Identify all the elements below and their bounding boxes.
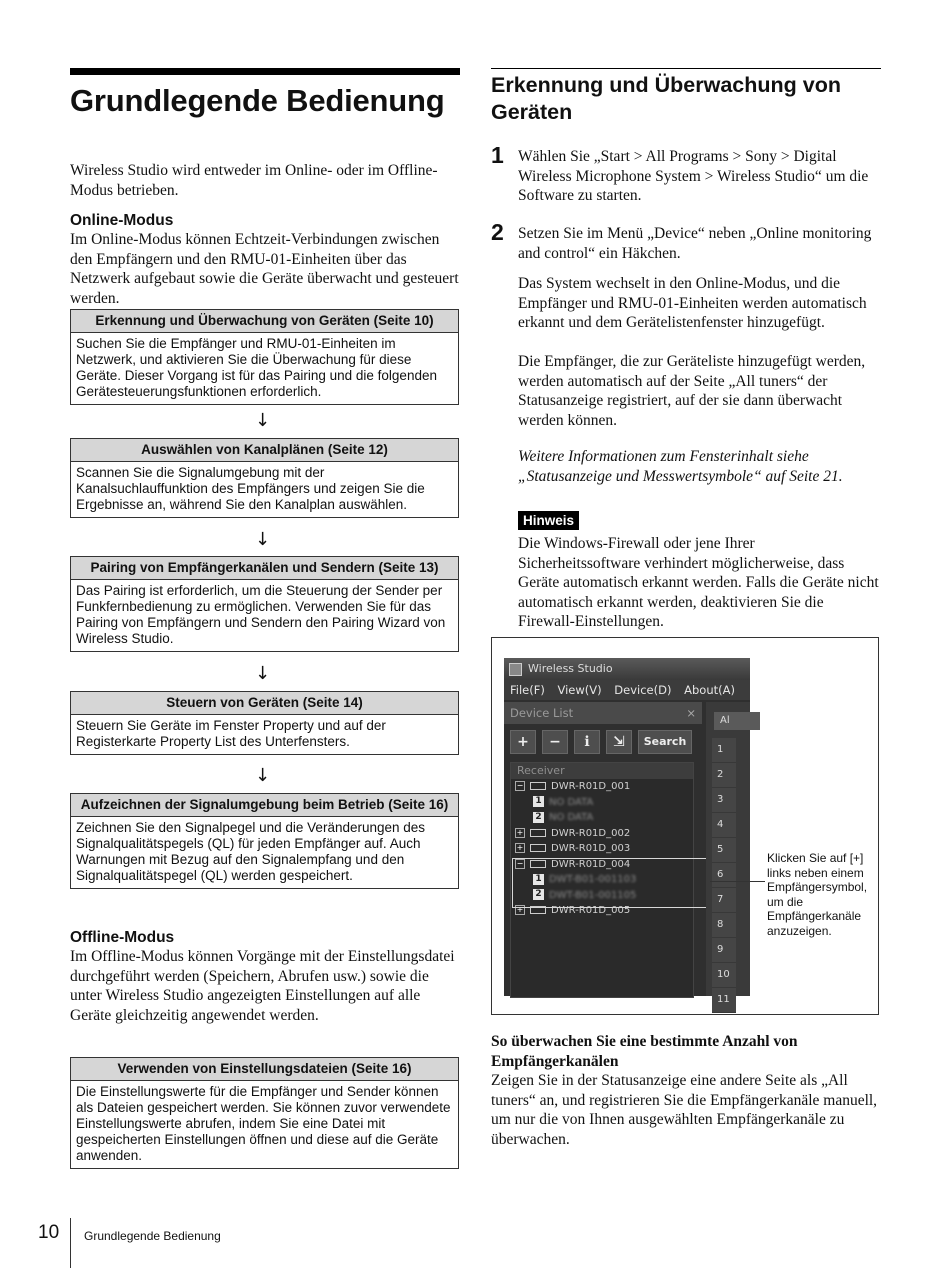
info-icon[interactable]: ℹ bbox=[574, 730, 600, 754]
flow-box-title: Pairing von Empfängerkanälen und Sendern (Seite 13) bbox=[71, 557, 458, 580]
receiver-icon bbox=[530, 782, 546, 790]
collapse-icon[interactable]: − bbox=[516, 781, 524, 790]
node-label: NO DATA bbox=[549, 812, 594, 823]
node-label: DWR-R01D_003 bbox=[551, 843, 631, 854]
flow-box-title: Aufzeichnen der Signalumgebung beim Betrieb (Seite 16) bbox=[71, 794, 458, 817]
step-1 bbox=[491, 142, 881, 212]
menu-about[interactable]: About(A) bbox=[684, 683, 735, 697]
flow-box-title: Steuern von Geräten (Seite 14) bbox=[71, 692, 458, 715]
device-list-title: Device List bbox=[510, 706, 574, 720]
node-label: NO DATA bbox=[549, 796, 594, 808]
row-number: 9 bbox=[712, 938, 736, 963]
offline-section bbox=[70, 929, 460, 1025]
row-number: 5 bbox=[712, 838, 736, 863]
device-toolbar bbox=[510, 730, 692, 756]
title-rule bbox=[70, 68, 460, 75]
node-label: DWR-R01D_002 bbox=[551, 827, 631, 839]
right-column bbox=[491, 68, 881, 126]
flow-box-1 bbox=[70, 309, 459, 405]
flow-box-2 bbox=[70, 438, 459, 518]
sub-heading: So überwachen Sie eine bestimmte Anzahl von Empfängerkanälen bbox=[491, 1033, 798, 1070]
row-number: 8 bbox=[712, 913, 736, 938]
receiver-icon bbox=[530, 829, 546, 837]
channel-number-icon: 1 bbox=[533, 874, 544, 885]
callout-line bbox=[710, 881, 765, 882]
menu-view[interactable]: View(V) bbox=[557, 683, 602, 697]
select-icon[interactable]: ⇲ bbox=[606, 730, 632, 754]
remove-icon[interactable]: − bbox=[542, 730, 568, 754]
channel-node[interactable] bbox=[511, 810, 693, 826]
heading-rule bbox=[491, 68, 881, 69]
online-heading: Online-Modus bbox=[70, 212, 174, 229]
node-label: DWT-B01-001105 bbox=[549, 889, 637, 901]
footer-divider bbox=[70, 1218, 71, 1268]
flow-box-text: Suchen Sie die Empfänger und RMU-01-Einheiten im Netzwerk, und aktivieren Sie die Überwachung für diese Geräte. Dieser Vorgang ist für das Pairing und die folgenden Gerätesteuerungsfunktionen erforderlich. bbox=[76, 336, 437, 399]
screenshot-figure bbox=[491, 637, 879, 1015]
window-title: Wireless Studio bbox=[528, 662, 613, 675]
window-titlebar bbox=[504, 658, 750, 680]
settings-box-text: Die Einstellungswerte für die Empfänger und Sender können als Dateien gespeichert werden. Sie können zuvor verwendete Einstellungswerte abrufen, indem Sie eine Datei mit gespeicherten Einstellungen öffnen und diese auf die Geräte anwenden. bbox=[76, 1084, 451, 1163]
receiver-icon bbox=[530, 844, 546, 852]
offline-heading: Offline-Modus bbox=[70, 929, 175, 946]
close-icon[interactable]: × bbox=[686, 706, 696, 720]
step-text: Wählen Sie „Start > All Programs > Sony > Digital Wireless Microphone System > Wireless Studio“ um die Software zu starten. bbox=[518, 148, 869, 204]
add-icon[interactable]: + bbox=[510, 730, 536, 754]
node-label: DWR-R01D_001 bbox=[551, 781, 631, 792]
row-number: 11 bbox=[712, 988, 736, 1013]
channel-number-icon: 2 bbox=[533, 889, 544, 900]
node-label: DWR-R01D_004 bbox=[551, 858, 631, 870]
row-number: 2 bbox=[712, 763, 736, 788]
step-text: Setzen Sie im Menü „Device“ neben „Online monitoring and control“ ein Häkchen. bbox=[518, 225, 872, 262]
flow-arrow: ↓ bbox=[255, 663, 271, 684]
row-numbers bbox=[712, 738, 736, 1013]
flow-box-text: Zeichnen Sie den Signalpegel und die Veränderungen des Signalqualitätspegels (QL) für jeden Empfänger auf. Auch Warnungen mit Bezug auf den Signalempfang und den Signalqualitätspegel (QL) werden gespeichert. bbox=[76, 820, 426, 883]
collapse-icon[interactable]: − bbox=[516, 858, 524, 868]
node-label: DWT-B01-001103 bbox=[549, 874, 637, 885]
more-info: Weitere Informationen zum Fensterinhalt siehe „Statusanzeige und Messwertsymbole“ auf Seite 21. bbox=[518, 448, 843, 485]
highlight-frame bbox=[512, 858, 708, 908]
receiver-node[interactable] bbox=[511, 779, 693, 795]
receiver-tree-header: Receiver bbox=[511, 763, 693, 779]
footer-section: Grundlegende Bedienung bbox=[84, 1229, 221, 1243]
flow-box-text: Scannen Sie die Signalumgebung mit der Kanalsuchlauffunktion des Empfängers und zeigen Sie die Ergebnisse an, während Sie den Kanalplan auswählen. bbox=[76, 465, 425, 512]
search-button[interactable]: Search bbox=[638, 730, 692, 754]
flow-box-3 bbox=[70, 556, 459, 652]
channel-node[interactable] bbox=[511, 795, 693, 811]
row-number: 1 bbox=[712, 738, 736, 763]
flow-box-4 bbox=[70, 691, 459, 755]
settings-box bbox=[70, 1057, 459, 1169]
note-label: Hinweis bbox=[518, 511, 579, 530]
row-number: 4 bbox=[712, 813, 736, 838]
receiver-node[interactable] bbox=[511, 841, 693, 857]
menu-bar bbox=[504, 680, 750, 700]
row-number: 7 bbox=[712, 888, 736, 913]
step-number: 2 bbox=[491, 219, 504, 245]
app-window bbox=[504, 658, 750, 1005]
row-number: 6 bbox=[712, 863, 736, 888]
channel-number-icon: 2 bbox=[533, 812, 544, 823]
flow-arrow: ↓ bbox=[255, 410, 271, 431]
settings-box-title: Verwenden von Einstellungsdateien (Seite 16) bbox=[71, 1058, 458, 1081]
sub-section bbox=[491, 1032, 881, 1149]
flow-box-text: Steuern Sie Geräte im Fenster Property und auf der Registerkarte Property List des Unterfensters. bbox=[76, 718, 386, 749]
flow-box-text: Das Pairing ist erforderlich, um die Steuerung der Sender per Funkfernbedienung zu ermöglichen. Verwenden Sie für das Pairing von Empfängern und Sendern den Pairing Wizard von Wireless Studio. bbox=[76, 583, 446, 646]
flow-arrow: ↓ bbox=[255, 529, 271, 550]
offline-text: Im Offline-Modus können Vorgänge mit der Einstellungsdatei durchgeführt werden (Speichern, Abrufen usw.) sowie die unter Wireless Studio angezeigten Einstellungen auf alle Geräte gleichzeitig angewendet werden. bbox=[70, 948, 455, 1024]
menu-file[interactable]: File(F) bbox=[510, 683, 545, 697]
row-number: 10 bbox=[712, 963, 736, 988]
page-number: 10 bbox=[38, 1222, 60, 1243]
step-result: Das System wechselt in den Online-Modus, und die Empfänger und RMU-01-Einheiten werden automatisch erkannt und dem Gerätelistenfenster hinzugefügt. bbox=[518, 275, 867, 331]
flow-box-title: Auswählen von Kanalplänen (Seite 12) bbox=[71, 439, 458, 462]
menu-device[interactable]: Device(D) bbox=[614, 683, 672, 697]
node-label: DWR-R01D_005 bbox=[551, 905, 631, 916]
flow-box-title: Erkennung und Überwachung von Geräten (Seite 10) bbox=[71, 310, 458, 333]
row-number: 3 bbox=[712, 788, 736, 813]
device-list-header bbox=[504, 702, 702, 724]
note bbox=[518, 511, 880, 632]
page-title: Grundlegende Bedienung bbox=[70, 83, 445, 118]
receiver-node[interactable] bbox=[511, 826, 693, 842]
expand-icon[interactable]: + bbox=[516, 827, 524, 837]
callout-text: Klicken Sie auf [+] links neben einem Empfängersymbol, um die Empfängerkanäle anzuzeigen. bbox=[767, 851, 868, 938]
status-panel bbox=[706, 702, 750, 1005]
flow-arrow: ↓ bbox=[255, 765, 271, 786]
sub-text: Zeigen Sie in der Statusanzeige eine andere Seite als „All tuners“ an, und registrieren Sie die Empfängerkanäle manuell, um nur die von Ihnen ausgewählten Empfängerkanäle zu überwachen. bbox=[491, 1072, 878, 1148]
note-text: Die Windows-Firewall oder jene Ihrer Sicherheitssoftware verhindert möglicherweise, dass Geräte automatisch erkannt werden. Falls die Geräte nicht automatisch erkannt werden, deaktivieren Sie die Firewall-Einstellungen. bbox=[518, 535, 879, 630]
tab-all-tuners[interactable]: Al bbox=[714, 712, 760, 730]
step-number: 1 bbox=[491, 142, 504, 168]
flow-box-5 bbox=[70, 793, 459, 889]
section-heading: Erkennung und Überwachung von Geräten bbox=[491, 73, 841, 124]
step-result-2: Die Empfänger, die zur Geräteliste hinzugefügt werden, werden automatisch auf der Seite „All tuners“ der Statusanzeige registriert, auf der sie dann überwacht werden können. bbox=[518, 353, 866, 429]
expand-icon[interactable]: + bbox=[516, 905, 524, 914]
channel-number-icon: 1 bbox=[533, 796, 544, 807]
expand-icon[interactable]: + bbox=[516, 843, 524, 852]
step-2 bbox=[491, 219, 881, 519]
online-text: Im Online-Modus können Echtzeit-Verbindungen zwischen den Empfängern und den RMU-01-Einheiten über das Netzwerk aufgebaut sowie die Geräte überwacht und gesteuert werden. bbox=[70, 231, 459, 307]
left-column bbox=[70, 68, 460, 308]
app-icon bbox=[509, 663, 522, 676]
intro-text: Wireless Studio wird entweder im Online- oder im Offline-Modus betrieben. bbox=[70, 162, 438, 199]
